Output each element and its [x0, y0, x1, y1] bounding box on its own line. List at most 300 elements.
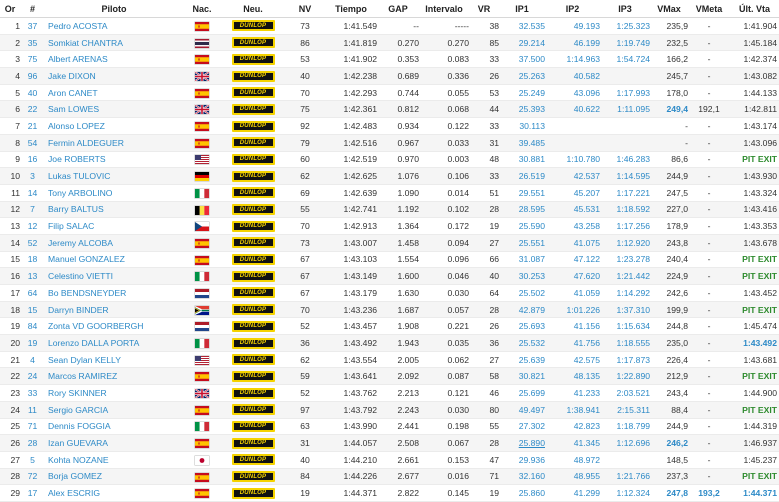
- col-header-vmax[interactable]: VMax: [650, 0, 688, 18]
- cell-laps: 59: [285, 368, 325, 385]
- cell-rider-number[interactable]: 14: [20, 184, 45, 201]
- cell-last-lap: PIT EXIT: [730, 301, 779, 318]
- cell-laps: 40: [285, 68, 325, 85]
- cell-time: 1:42.741: [325, 201, 377, 218]
- cell-best-lap: 36: [469, 335, 499, 352]
- cell-ip2: 48.972: [545, 451, 600, 468]
- col-header-gap[interactable]: GAP: [377, 0, 419, 18]
- cell-vmax: 166,2: [650, 51, 688, 68]
- cell-time: 1:42.238: [325, 68, 377, 85]
- cell-interval: 0.221: [419, 318, 469, 335]
- table-row[interactable]: [0, 485, 779, 502]
- cell-vmeta: -: [688, 168, 730, 185]
- cell-pos: 14: [0, 234, 20, 251]
- cell-nationality: [183, 251, 221, 268]
- cell-last-lap: 1:45.184: [730, 34, 779, 51]
- cell-best-lap: 48: [469, 151, 499, 168]
- cell-vmax: 243,8: [650, 234, 688, 251]
- cell-rider-name[interactable]: Celestino VIETTI: [45, 268, 183, 285]
- cell-best-lap: 85: [469, 34, 499, 51]
- cell-laps: 70: [285, 84, 325, 101]
- table-row[interactable]: [0, 34, 779, 51]
- cell-tyre: [221, 184, 285, 201]
- cell-last-lap: 1:43.353: [730, 218, 779, 235]
- cell-rider-name[interactable]: Pedro ACOSTA: [45, 18, 183, 35]
- cell-pos: 18: [0, 301, 20, 318]
- cell-rider-name[interactable]: Bo BENDSNEYDER: [45, 285, 183, 302]
- cell-ip1: 49.497: [499, 401, 545, 418]
- table-row[interactable]: [0, 318, 779, 335]
- cell-vmeta: -: [688, 318, 730, 335]
- cell-pos: 8: [0, 134, 20, 151]
- cell-pos: 1: [0, 18, 20, 35]
- cell-ip3: 1:17.221: [600, 184, 650, 201]
- cell-rider-name[interactable]: Zonta VD GOORBERGH: [45, 318, 183, 335]
- cell-pos: 26: [0, 435, 20, 452]
- cell-rider-number[interactable]: 72: [20, 468, 45, 485]
- cell-rider-name[interactable]: Marcos RAMIREZ: [45, 368, 183, 385]
- cell-rider-name[interactable]: Izan GUEVARA: [45, 435, 183, 452]
- cell-vmeta: -: [688, 134, 730, 151]
- cell-rider-name[interactable]: Alex ESCRIG: [45, 485, 183, 502]
- cell-pos: 25: [0, 418, 20, 435]
- cell-nationality: [183, 18, 221, 35]
- table-row[interactable]: [0, 335, 779, 352]
- dunlop-logo-icon: DUNLOP: [232, 121, 275, 132]
- cell-gap: 1.076: [377, 168, 419, 185]
- cell-ip1: 25.639: [499, 351, 545, 368]
- cell-rider-name[interactable]: Filip SALAC: [45, 218, 183, 235]
- cell-rider-name[interactable]: Lukas TULOVIC: [45, 168, 183, 185]
- cell-ip2: 1:14.963: [545, 51, 600, 68]
- dunlop-logo-icon: DUNLOP: [232, 421, 275, 432]
- cell-ip3: 1:37.310: [600, 301, 650, 318]
- cell-ip1: 25.263: [499, 68, 545, 85]
- cell-tyre: [221, 285, 285, 302]
- cell-last-lap: 1:44.371: [730, 485, 779, 502]
- cell-nationality: [183, 485, 221, 502]
- table-row[interactable]: [0, 301, 779, 318]
- cell-interval: 0.198: [419, 418, 469, 435]
- cell-laps: 19: [285, 485, 325, 502]
- cell-rider-name[interactable]: Joe ROBERTS: [45, 151, 183, 168]
- cell-rider-number[interactable]: 54: [20, 134, 45, 151]
- cell-ip1: 32.535: [499, 18, 545, 35]
- cell-pos: 28: [0, 468, 20, 485]
- cell-laps: 52: [285, 385, 325, 402]
- table-row[interactable]: [0, 184, 779, 201]
- cell-gap: 2.822: [377, 485, 419, 502]
- cell-pos: 4: [0, 68, 20, 85]
- cell-ip2: 1:38.941: [545, 401, 600, 418]
- cell-vmeta: -: [688, 401, 730, 418]
- cell-gap: 1.554: [377, 251, 419, 268]
- cell-interval: 0.067: [419, 435, 469, 452]
- dunlop-logo-icon: DUNLOP: [232, 454, 275, 465]
- dunlop-logo-icon: DUNLOP: [232, 488, 275, 499]
- col-header-nationality[interactable]: Nac.: [183, 0, 221, 18]
- cell-ip1: 27.302: [499, 418, 545, 435]
- col-header-laps[interactable]: NV: [285, 0, 325, 18]
- table-row[interactable]: [0, 118, 779, 135]
- cell-nationality: [183, 68, 221, 85]
- cell-last-lap: 1:43.681: [730, 351, 779, 368]
- cell-time: 1:43.179: [325, 285, 377, 302]
- flag-uk-icon: [195, 389, 209, 398]
- cell-laps: 97: [285, 401, 325, 418]
- cell-time: 1:43.457: [325, 318, 377, 335]
- cell-rider-name[interactable]: Sergio GARCIA: [45, 401, 183, 418]
- cell-vmax: 246,2: [650, 435, 688, 452]
- cell-rider-name[interactable]: Jake DIXON: [45, 68, 183, 85]
- cell-best-lap: 44: [469, 101, 499, 118]
- cell-pos: 5: [0, 84, 20, 101]
- cell-vmax: -: [650, 118, 688, 135]
- cell-rider-number[interactable]: 11: [20, 401, 45, 418]
- col-header-time[interactable]: Tiempo: [325, 0, 377, 18]
- cell-rider-number[interactable]: 37: [20, 18, 45, 35]
- cell-vmax: 244,9: [650, 168, 688, 185]
- cell-laps: 73: [285, 18, 325, 35]
- cell-ip3: 1:17.873: [600, 351, 650, 368]
- cell-rider-name[interactable]: Tony ARBOLINO: [45, 184, 183, 201]
- cell-last-lap: 1:43.678: [730, 234, 779, 251]
- col-header-last-lap[interactable]: Últ. Vta: [730, 0, 779, 18]
- cell-pos: 3: [0, 51, 20, 68]
- cell-rider-number[interactable]: 17: [20, 485, 45, 502]
- table-row[interactable]: [0, 468, 779, 485]
- cell-gap: 2.243: [377, 401, 419, 418]
- cell-ip2: 41.345: [545, 435, 600, 452]
- cell-tyre: [221, 385, 285, 402]
- cell-vmeta: -: [688, 234, 730, 251]
- cell-rider-number[interactable]: 40: [20, 84, 45, 101]
- cell-best-lap: 71: [469, 468, 499, 485]
- cell-rider-name[interactable]: Sean Dylan KELLY: [45, 351, 183, 368]
- dunlop-logo-icon: DUNLOP: [232, 254, 275, 265]
- cell-ip3: 1:46.283: [600, 151, 650, 168]
- flag-spain-icon: [195, 239, 209, 248]
- flag-italy-icon: [195, 189, 209, 198]
- table-row[interactable]: [0, 418, 779, 435]
- cell-pos: 12: [0, 201, 20, 218]
- cell-tyre: [221, 468, 285, 485]
- cell-nationality: [183, 301, 221, 318]
- cell-interval: 0.102: [419, 201, 469, 218]
- cell-nationality: [183, 101, 221, 118]
- col-header-ip3[interactable]: IP3: [600, 0, 650, 18]
- cell-nationality: [183, 318, 221, 335]
- cell-rider-name[interactable]: Sam LOWES: [45, 101, 183, 118]
- cell-rider-number[interactable]: 15: [20, 301, 45, 318]
- cell-rider-number[interactable]: 64: [20, 285, 45, 302]
- cell-gap: 2.213: [377, 385, 419, 402]
- cell-time: 1:44.057: [325, 435, 377, 452]
- cell-nationality: [183, 201, 221, 218]
- col-header-best-lap[interactable]: VR: [469, 0, 499, 18]
- cell-interval: 0.172: [419, 218, 469, 235]
- table-row[interactable]: [0, 351, 779, 368]
- table-row[interactable]: [0, 234, 779, 251]
- cell-rider-name[interactable]: Manuel GONZALEZ: [45, 251, 183, 268]
- cell-ip1: 37.500: [499, 51, 545, 68]
- cell-time: 1:43.236: [325, 301, 377, 318]
- cell-ip2: 48.135: [545, 368, 600, 385]
- cell-tyre: [221, 251, 285, 268]
- cell-laps: 52: [285, 318, 325, 335]
- cell-laps: 86: [285, 34, 325, 51]
- col-header-number[interactable]: #: [20, 0, 45, 18]
- cell-rider-number[interactable]: 52: [20, 234, 45, 251]
- cell-rider-name[interactable]: Fermin ALDEGUER: [45, 134, 183, 151]
- cell-gap: 0.270: [377, 34, 419, 51]
- cell-laps: 69: [285, 184, 325, 201]
- cell-vmax: 243,4: [650, 385, 688, 402]
- cell-ip3: 1:18.555: [600, 335, 650, 352]
- cell-rider-number[interactable]: 75: [20, 51, 45, 68]
- cell-last-lap: 1:44.133: [730, 84, 779, 101]
- cell-last-lap: 1:43.492: [730, 335, 779, 352]
- cell-rider-name[interactable]: Dennis FOGGIA: [45, 418, 183, 435]
- cell-last-lap: 1:45.474: [730, 318, 779, 335]
- col-header-interval[interactable]: Intervalo: [419, 0, 469, 18]
- cell-laps: 67: [285, 285, 325, 302]
- cell-rider-number[interactable]: 96: [20, 68, 45, 85]
- cell-rider-name[interactable]: Alonso LOPEZ: [45, 118, 183, 135]
- cell-vmax: 86,6: [650, 151, 688, 168]
- cell-time: 1:41.549: [325, 18, 377, 35]
- dunlop-logo-icon: DUNLOP: [232, 321, 275, 332]
- flag-italy-icon: [195, 339, 209, 348]
- col-header-rider[interactable]: Piloto: [45, 0, 183, 18]
- cell-tyre: [221, 318, 285, 335]
- cell-best-lap: 40: [469, 268, 499, 285]
- cell-vmeta: -: [688, 385, 730, 402]
- cell-ip2: 42.537: [545, 168, 600, 185]
- table-row[interactable]: [0, 168, 779, 185]
- cell-rider-name[interactable]: Jeremy ALCOBA: [45, 234, 183, 251]
- flag-spain-icon: [195, 55, 209, 64]
- col-header-tyre[interactable]: Neu.: [221, 0, 285, 18]
- cell-vmax: 244,9: [650, 418, 688, 435]
- cell-time: 1:43.762: [325, 385, 377, 402]
- table-row[interactable]: [0, 435, 779, 452]
- cell-pos: 13: [0, 218, 20, 235]
- cell-gap: 0.934: [377, 118, 419, 135]
- cell-vmax: 227,0: [650, 201, 688, 218]
- cell-rider-name[interactable]: Rory SKINNER: [45, 385, 183, 402]
- table-row[interactable]: [0, 218, 779, 235]
- table-row[interactable]: [0, 51, 779, 68]
- cell-rider-number[interactable]: 35: [20, 34, 45, 51]
- table-row[interactable]: [0, 385, 779, 402]
- cell-time: 1:41.902: [325, 51, 377, 68]
- table-row[interactable]: [0, 101, 779, 118]
- table-row[interactable]: [0, 18, 779, 35]
- cell-last-lap: 1:43.082: [730, 68, 779, 85]
- cell-nationality: [183, 451, 221, 468]
- cell-ip1: 25.393: [499, 101, 545, 118]
- cell-last-lap: 1:43.324: [730, 184, 779, 201]
- cell-ip3: [600, 134, 650, 151]
- cell-tyre: [221, 485, 285, 502]
- col-header-pos[interactable]: Or: [0, 0, 20, 18]
- cell-rider-number[interactable]: 3: [20, 168, 45, 185]
- cell-time: 1:42.519: [325, 151, 377, 168]
- cell-vmeta: -: [688, 68, 730, 85]
- cell-time: 1:43.149: [325, 268, 377, 285]
- cell-vmeta: -: [688, 418, 730, 435]
- table-row[interactable]: [0, 151, 779, 168]
- cell-rider-name[interactable]: Albert ARENAS: [45, 51, 183, 68]
- table-row[interactable]: [0, 68, 779, 85]
- cell-interval: 0.030: [419, 285, 469, 302]
- table-row[interactable]: [0, 84, 779, 101]
- table-row[interactable]: [0, 401, 779, 418]
- cell-time: 1:42.483: [325, 118, 377, 135]
- cell-best-lap: 33: [469, 168, 499, 185]
- cell-best-lap: 53: [469, 84, 499, 101]
- cell-best-lap: 26: [469, 318, 499, 335]
- cell-pos: 11: [0, 184, 20, 201]
- cell-rider-name[interactable]: Somkiat CHANTRA: [45, 34, 183, 51]
- cell-rider-number[interactable]: 71: [20, 418, 45, 435]
- dunlop-logo-icon: DUNLOP: [232, 471, 275, 482]
- cell-time: 1:43.554: [325, 351, 377, 368]
- cell-tyre: [221, 218, 285, 235]
- cell-rider-number[interactable]: 19: [20, 335, 45, 352]
- cell-best-lap: 28: [469, 435, 499, 452]
- cell-time: 1:43.792: [325, 401, 377, 418]
- table-row[interactable]: [0, 451, 779, 468]
- cell-vmeta: -: [688, 368, 730, 385]
- cell-ip1: 25.502: [499, 285, 545, 302]
- cell-tyre: [221, 335, 285, 352]
- cell-time: 1:43.007: [325, 234, 377, 251]
- cell-interval: 0.122: [419, 118, 469, 135]
- cell-laps: 55: [285, 201, 325, 218]
- col-header-vmeta[interactable]: VMeta: [688, 0, 730, 18]
- flag-italy-icon: [195, 272, 209, 281]
- cell-tyre: [221, 168, 285, 185]
- cell-rider-name[interactable]: Kohta NOZANE: [45, 451, 183, 468]
- cell-tyre: [221, 268, 285, 285]
- cell-best-lap: 27: [469, 351, 499, 368]
- cell-last-lap: PIT EXIT: [730, 368, 779, 385]
- cell-ip2: 41.075: [545, 234, 600, 251]
- cell-rider-number[interactable]: 12: [20, 218, 45, 235]
- cell-time: 1:42.361: [325, 101, 377, 118]
- cell-rider-number[interactable]: 7: [20, 201, 45, 218]
- cell-tyre: [221, 451, 285, 468]
- cell-ip1: 25.699: [499, 385, 545, 402]
- cell-vmax: 88,4: [650, 401, 688, 418]
- cell-rider-number[interactable]: 21: [20, 118, 45, 135]
- cell-laps: 79: [285, 134, 325, 151]
- cell-nationality: [183, 118, 221, 135]
- cell-rider-name[interactable]: Darryn BINDER: [45, 301, 183, 318]
- cell-time: 1:44.226: [325, 468, 377, 485]
- cell-gap: 1.192: [377, 201, 419, 218]
- cell-rider-number[interactable]: 33: [20, 385, 45, 402]
- cell-best-lap: 47: [469, 451, 499, 468]
- cell-ip2: 46.199: [545, 34, 600, 51]
- cell-rider-number[interactable]: 5: [20, 451, 45, 468]
- cell-ip2: 41.299: [545, 485, 600, 502]
- table-row[interactable]: [0, 368, 779, 385]
- cell-vmeta: -: [688, 351, 730, 368]
- table-row[interactable]: [0, 251, 779, 268]
- cell-ip2: 41.756: [545, 335, 600, 352]
- dunlop-logo-icon: DUNLOP: [232, 304, 275, 315]
- cell-laps: 70: [285, 218, 325, 235]
- cell-rider-name[interactable]: Barry BALTUS: [45, 201, 183, 218]
- cell-time: 1:44.371: [325, 485, 377, 502]
- cell-last-lap: 1:43.930: [730, 168, 779, 185]
- cell-ip1: 32.160: [499, 468, 545, 485]
- cell-last-lap: 1:45.237: [730, 451, 779, 468]
- dunlop-logo-icon: DUNLOP: [232, 71, 275, 82]
- cell-time: 1:43.103: [325, 251, 377, 268]
- cell-vmax: 249,4: [650, 101, 688, 118]
- cell-ip3: 1:14.595: [600, 168, 650, 185]
- cell-interval: 0.033: [419, 134, 469, 151]
- cell-rider-number[interactable]: 24: [20, 368, 45, 385]
- cell-rider-name[interactable]: Lorenzo DALLA PORTA: [45, 335, 183, 352]
- cell-best-lap: 19: [469, 485, 499, 502]
- dunlop-logo-icon: DUNLOP: [232, 221, 275, 232]
- cell-laps: 73: [285, 234, 325, 251]
- cell-ip2: 45.207: [545, 184, 600, 201]
- cell-vmeta: -: [688, 435, 730, 452]
- col-header-ip1[interactable]: IP1: [499, 0, 545, 18]
- cell-gap: 0.970: [377, 151, 419, 168]
- cell-ip2: 1:01.226: [545, 301, 600, 318]
- cell-rider-name[interactable]: Aron CANET: [45, 84, 183, 101]
- cell-interval: 0.014: [419, 184, 469, 201]
- cell-last-lap: 1:42.374: [730, 51, 779, 68]
- cell-rider-number[interactable]: 13: [20, 268, 45, 285]
- cell-rider-number[interactable]: 84: [20, 318, 45, 335]
- cell-last-lap: 1:42.811: [730, 101, 779, 118]
- table-row[interactable]: [0, 285, 779, 302]
- cell-pos: 19: [0, 318, 20, 335]
- col-header-ip2[interactable]: IP2: [545, 0, 600, 18]
- cell-rider-name[interactable]: Borja GOMEZ: [45, 468, 183, 485]
- cell-last-lap: 1:44.319: [730, 418, 779, 435]
- cell-ip1: 29.936: [499, 451, 545, 468]
- cell-rider-number[interactable]: 22: [20, 101, 45, 118]
- cell-vmeta: -: [688, 18, 730, 35]
- cell-ip2: [545, 118, 600, 135]
- table-row[interactable]: [0, 268, 779, 285]
- table-row[interactable]: [0, 134, 779, 151]
- cell-rider-number[interactable]: 18: [20, 251, 45, 268]
- cell-rider-number[interactable]: 16: [20, 151, 45, 168]
- cell-rider-number[interactable]: 4: [20, 351, 45, 368]
- cell-rider-number[interactable]: 28: [20, 435, 45, 452]
- cell-vmax: 148,5: [650, 451, 688, 468]
- cell-tyre: [221, 351, 285, 368]
- cell-ip3: 1:15.634: [600, 318, 650, 335]
- cell-interval: 0.094: [419, 234, 469, 251]
- cell-last-lap: PIT EXIT: [730, 151, 779, 168]
- cell-nationality: [183, 418, 221, 435]
- table-row[interactable]: [0, 201, 779, 218]
- cell-vmax: 212,9: [650, 368, 688, 385]
- cell-time: 1:41.819: [325, 34, 377, 51]
- cell-ip3: 1:17.256: [600, 218, 650, 235]
